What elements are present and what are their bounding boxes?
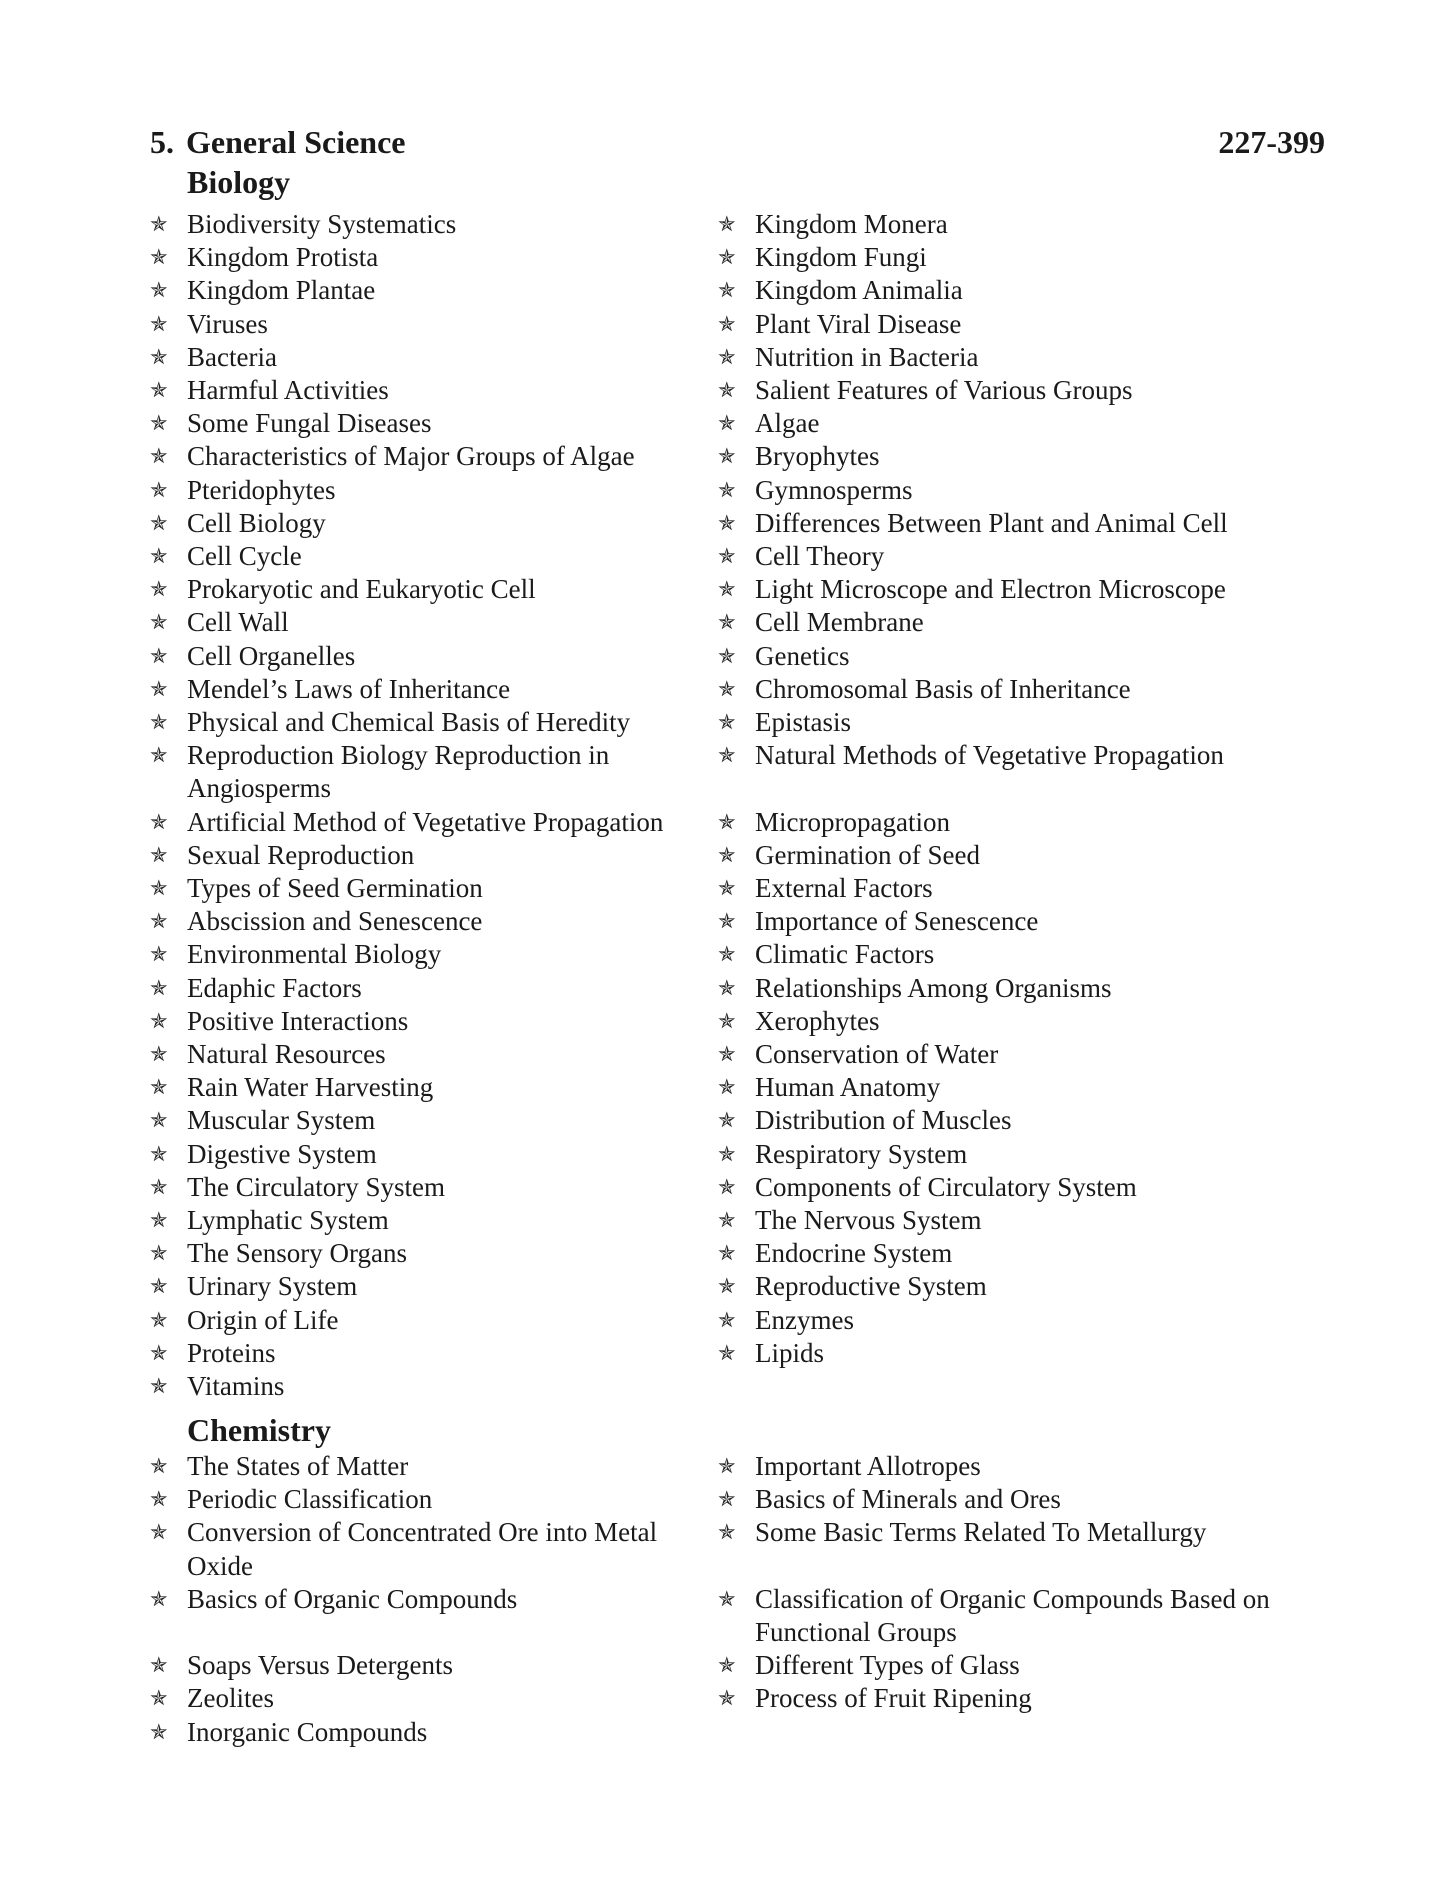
biology-topic-item-label: Pteridophytes xyxy=(187,474,336,505)
biology-topic-item xyxy=(718,706,1328,739)
biology-topic-item-label: Gymnosperms xyxy=(755,474,913,505)
biology-topic-item-label: Harmful Activities xyxy=(187,375,389,405)
star-bullet-icon: ✯ xyxy=(718,1208,736,1232)
biology-topic-item-label: Sexual Reproduction xyxy=(187,839,415,870)
biology-topic-item xyxy=(150,640,710,673)
biology-topic-item-label: Reproduction Biology Reproduction in Angiosperms xyxy=(187,740,610,804)
chemistry-topic-item xyxy=(718,1583,1328,1649)
star-bullet-icon: ✯ xyxy=(150,610,168,635)
biology-topic-item xyxy=(718,806,1328,839)
biology-topic-item-label: Digestive System xyxy=(187,1138,377,1169)
biology-topic-item-label: Components of Circulatory System xyxy=(755,1171,1137,1202)
biology-topic-item xyxy=(150,407,710,440)
biology-topic-item-label: Rain Water Harvesting xyxy=(187,1072,434,1103)
star-bullet-icon: ✯ xyxy=(150,577,168,602)
star-bullet-icon: ✯ xyxy=(150,1274,168,1299)
biology-topic-item xyxy=(150,905,710,938)
biology-topic-item xyxy=(150,1237,710,1270)
biology-topic-item xyxy=(150,540,710,573)
chemistry-topic-item-label: Inorganic Compounds xyxy=(187,1716,428,1747)
chemistry-topic-item-label: Important Allotropes xyxy=(755,1451,981,1481)
star-bullet-icon: ✯ xyxy=(718,1340,736,1365)
biology-topic-item xyxy=(718,540,1328,573)
biology-topic-item-label: Bryophytes xyxy=(755,441,880,472)
star-bullet-icon: ✯ xyxy=(150,1307,168,1332)
biology-topic-item-label: Abscission and Senescence xyxy=(187,906,483,937)
star-bullet-icon: ✯ xyxy=(718,1241,736,1266)
star-bullet-icon: ✯ xyxy=(150,544,168,568)
star-bullet-icon: ✯ xyxy=(150,643,168,668)
biology-topic-item-label: Natural Methods of Vegetative Propagation xyxy=(755,740,1224,771)
biology-topic-item-label: Artificial Method of Vegetative Propagation xyxy=(187,806,664,837)
biology-topic-item-label: Reproductive System xyxy=(755,1271,987,1302)
star-bullet-icon: ✯ xyxy=(150,1075,168,1100)
chemistry-topic-item xyxy=(150,1450,710,1483)
star-bullet-icon: ✯ xyxy=(718,710,736,734)
biology-topic-item-label: Kingdom Animalia xyxy=(755,275,963,306)
star-bullet-icon: ✯ xyxy=(150,311,168,336)
star-bullet-icon: ✯ xyxy=(150,278,168,303)
star-bullet-icon: ✯ xyxy=(150,1520,168,1545)
biology-topic-item-label: Enzymes xyxy=(755,1304,854,1335)
star-bullet-icon: ✯ xyxy=(150,1653,168,1678)
biology-topic-item xyxy=(718,1237,1328,1270)
chemistry-topic-item xyxy=(718,1682,1328,1715)
biology-topic-item xyxy=(718,507,1328,540)
biology-topic-item xyxy=(718,241,1328,274)
biology-topic-item xyxy=(718,1270,1328,1303)
star-bullet-icon: ✯ xyxy=(718,411,736,436)
biology-topic-item-label: Cell Wall xyxy=(187,607,289,638)
star-bullet-icon: ✯ xyxy=(718,909,736,934)
biology-topic-item xyxy=(718,739,1328,772)
star-bullet-icon: ✯ xyxy=(150,1487,168,1512)
star-bullet-icon: ✯ xyxy=(718,610,736,635)
biology-topic-item-label: Urinary System xyxy=(187,1271,358,1302)
chemistry-topic-item-label: Zeolites xyxy=(187,1683,274,1714)
biology-topic-item-label: Characteristics of Major Groups of Algae xyxy=(187,441,635,472)
chemistry-topic-item-label: Soaps Versus Detergents xyxy=(187,1650,453,1681)
biology-topic-item xyxy=(718,208,1328,241)
star-bullet-icon: ✯ xyxy=(150,1108,168,1133)
biology-topic-item xyxy=(150,606,710,639)
star-bullet-icon: ✯ xyxy=(150,212,168,236)
biology-topic-item-label: Viruses xyxy=(187,308,268,339)
star-bullet-icon: ✯ xyxy=(718,378,736,402)
star-bullet-icon: ✯ xyxy=(718,245,736,270)
biology-topic-item-label: Mendel’s Laws of Inheritance xyxy=(187,673,511,704)
biology-topic-item-label: Types of Seed Germination xyxy=(187,873,483,903)
biology-topic-item xyxy=(718,341,1328,374)
biology-topic-item-label: External Factors xyxy=(755,873,933,903)
star-bullet-icon: ✯ xyxy=(718,1075,736,1100)
star-bullet-icon: ✯ xyxy=(718,1108,736,1133)
biology-topic-item xyxy=(150,1005,710,1038)
biology-topic-item-label: Endocrine System xyxy=(755,1238,953,1269)
biology-topic-item-label: Genetics xyxy=(755,640,850,671)
star-bullet-icon: ✯ xyxy=(718,676,736,701)
biology-topic-item xyxy=(718,308,1328,341)
biology-topic-item-label: Light Microscope and Electron Microscope xyxy=(755,574,1226,605)
star-bullet-icon: ✯ xyxy=(718,975,736,1000)
biology-topic-item xyxy=(150,1270,710,1303)
biology-topic-item xyxy=(718,1171,1328,1204)
chemistry-topic-item xyxy=(150,1716,710,1749)
chemistry-topic-item xyxy=(150,1682,710,1715)
biology-topic-item-label: Relationships Among Organisms xyxy=(755,972,1112,1003)
star-bullet-icon: ✯ xyxy=(150,842,168,867)
star-bullet-icon: ✯ xyxy=(150,245,168,270)
biology-topic-item-label: Distribution of Muscles xyxy=(755,1105,1012,1136)
biology-topic-item-label: Kingdom Monera xyxy=(755,209,948,239)
biology-topic-item-label: Positive Interactions xyxy=(187,1005,409,1036)
biology-topic-item-label: Bacteria xyxy=(187,341,277,372)
star-bullet-icon: ✯ xyxy=(150,444,168,469)
star-bullet-icon: ✯ xyxy=(150,1374,168,1398)
chemistry-topic-item xyxy=(150,1483,710,1516)
biology-topic-item-label: Xerophytes xyxy=(755,1005,880,1036)
biology-topic-item xyxy=(718,905,1328,938)
star-bullet-icon: ✯ xyxy=(718,1307,736,1332)
star-bullet-icon: ✯ xyxy=(718,743,736,768)
star-bullet-icon: ✯ xyxy=(150,1008,168,1033)
star-bullet-icon: ✯ xyxy=(150,1208,168,1232)
biology-topic-item-label: Some Fungal Diseases xyxy=(187,408,432,439)
biology-topic-item xyxy=(718,474,1328,507)
chemistry-topic-item xyxy=(718,1516,1328,1549)
biology-topic-item xyxy=(150,374,710,407)
biology-topic-item xyxy=(718,1138,1328,1171)
biology-topic-item xyxy=(718,872,1328,905)
biology-topic-item xyxy=(718,440,1328,473)
biology-topic-item-label: Lipids xyxy=(755,1337,825,1368)
star-bullet-icon: ✯ xyxy=(718,1520,736,1545)
biology-topic-item xyxy=(718,640,1328,673)
biology-topic-item xyxy=(150,972,710,1005)
star-bullet-icon: ✯ xyxy=(150,378,168,402)
star-bullet-icon: ✯ xyxy=(150,1241,168,1266)
star-bullet-icon: ✯ xyxy=(150,1454,168,1478)
biology-topic-item-label: Cell Theory xyxy=(755,541,885,571)
biology-topic-item xyxy=(718,972,1328,1005)
biology-topic-item xyxy=(718,407,1328,440)
star-bullet-icon: ✯ xyxy=(718,477,736,502)
biology-topic-item-label: Human Anatomy xyxy=(755,1072,941,1103)
biology-topic-item xyxy=(150,1337,710,1370)
biology-topic-item-label: Proteins xyxy=(187,1337,276,1368)
star-bullet-icon: ✯ xyxy=(150,1340,168,1365)
biology-topic-item xyxy=(718,274,1328,307)
biology-heading: Biology xyxy=(187,164,291,200)
biology-topic-item xyxy=(150,208,710,241)
biology-topic-item xyxy=(150,739,710,805)
biology-topic-item-label: Germination of Seed xyxy=(755,839,980,870)
star-bullet-icon: ✯ xyxy=(718,1653,736,1678)
star-bullet-icon: ✯ xyxy=(150,809,168,834)
biology-topic-item xyxy=(718,1204,1328,1237)
biology-topic-item xyxy=(150,1304,710,1337)
biology-topic-item-label: Respiratory System xyxy=(755,1138,968,1169)
biology-topic-item-label: Cell Membrane xyxy=(755,607,924,638)
chemistry-topic-item-label: Process of Fruit Ripening xyxy=(755,1683,1032,1714)
biology-topic-item-label: Cell Biology xyxy=(187,507,326,538)
star-bullet-icon: ✯ xyxy=(150,909,168,934)
biology-topic-item xyxy=(150,573,710,606)
biology-topic-item-label: Biodiversity Systematics xyxy=(187,209,457,239)
biology-topic-item xyxy=(150,474,710,507)
star-bullet-icon: ✯ xyxy=(718,1274,736,1299)
biology-topic-item xyxy=(718,1304,1328,1337)
biology-topic-item xyxy=(150,341,710,374)
biology-topic-item xyxy=(718,606,1328,639)
biology-topic-item-label: Kingdom Fungi xyxy=(755,242,927,273)
chemistry-topic-item-label: Basics of Organic Compounds xyxy=(187,1583,518,1614)
chapter-title: General Science xyxy=(186,124,406,160)
star-bullet-icon: ✯ xyxy=(718,510,736,535)
biology-topic-item-label: Muscular System xyxy=(187,1105,376,1136)
biology-topic-item xyxy=(150,839,710,872)
star-bullet-icon: ✯ xyxy=(150,477,168,502)
chemistry-topic-item-label: Classification of Organic Compounds Based on Functional Groups xyxy=(755,1583,1270,1647)
star-bullet-icon: ✯ xyxy=(718,942,736,967)
biology-topic-item-label: Cell Organelles xyxy=(187,640,356,671)
star-bullet-icon: ✯ xyxy=(718,842,736,867)
star-bullet-icon: ✯ xyxy=(150,710,168,734)
star-bullet-icon: ✯ xyxy=(150,1586,168,1611)
biology-topic-item xyxy=(150,1038,710,1071)
biology-topic-item xyxy=(718,938,1328,971)
star-bullet-icon: ✯ xyxy=(718,1487,736,1512)
chemistry-topic-item xyxy=(150,1583,710,1616)
biology-topic-item-label: Salient Features of Various Groups xyxy=(755,375,1133,405)
chemistry-topic-item xyxy=(718,1649,1328,1682)
biology-topic-item-label: Physical and Chemical Basis of Heredity xyxy=(187,707,631,737)
star-bullet-icon: ✯ xyxy=(718,876,736,900)
star-bullet-icon: ✯ xyxy=(150,1719,168,1744)
biology-topic-item-label: Conservation of Water xyxy=(755,1039,999,1069)
star-bullet-icon: ✯ xyxy=(150,1042,168,1066)
biology-topic-item xyxy=(718,1104,1328,1137)
chemistry-topic-item-label: Basics of Minerals and Ores xyxy=(755,1484,1061,1515)
star-bullet-icon: ✯ xyxy=(718,344,736,369)
biology-topic-item xyxy=(150,673,710,706)
chapter-page-range: 227-399 xyxy=(1218,124,1325,160)
biology-topic-item xyxy=(718,1337,1328,1370)
star-bullet-icon: ✯ xyxy=(150,975,168,1000)
biology-topic-item xyxy=(718,673,1328,706)
star-bullet-icon: ✯ xyxy=(718,1174,736,1199)
chemistry-topic-item-label: Conversion of Concentrated Ore into Metal Oxide xyxy=(187,1517,658,1581)
chemistry-topic-item xyxy=(718,1450,1328,1483)
biology-topic-item-label: Importance of Senescence xyxy=(755,906,1039,937)
biology-topic-item-label: Climatic Factors xyxy=(755,939,935,970)
star-bullet-icon: ✯ xyxy=(150,676,168,701)
biology-topic-item-label: Kingdom Plantae xyxy=(187,275,376,306)
chemistry-topic-item-label: Some Basic Terms Related To Metallurgy xyxy=(755,1517,1207,1548)
star-bullet-icon: ✯ xyxy=(150,743,168,768)
biology-topic-item xyxy=(150,274,710,307)
biology-topic-item xyxy=(150,1071,710,1104)
star-bullet-icon: ✯ xyxy=(718,311,736,336)
star-bullet-icon: ✯ xyxy=(718,643,736,668)
star-bullet-icon: ✯ xyxy=(150,942,168,967)
biology-topic-item-label: Natural Resources xyxy=(187,1039,386,1069)
star-bullet-icon: ✯ xyxy=(718,212,736,236)
biology-topic-item xyxy=(150,706,710,739)
star-bullet-icon: ✯ xyxy=(150,876,168,900)
biology-topic-item-label: Algae xyxy=(755,408,820,439)
star-bullet-icon: ✯ xyxy=(150,1141,168,1166)
biology-topic-item-label: Lymphatic System xyxy=(187,1205,389,1235)
star-bullet-icon: ✯ xyxy=(718,1454,736,1478)
biology-topic-item-label: Edaphic Factors xyxy=(187,972,362,1003)
biology-topic-item-label: Prokaryotic and Eukaryotic Cell xyxy=(187,574,536,605)
star-bullet-icon: ✯ xyxy=(718,809,736,834)
biology-topic-item-label: Epistasis xyxy=(755,707,852,737)
biology-topic-item-label: Nutrition in Bacteria xyxy=(755,341,979,372)
biology-topic-item xyxy=(150,308,710,341)
chemistry-topic-item-label: Periodic Classification xyxy=(187,1484,433,1515)
biology-topic-item xyxy=(718,573,1328,606)
star-bullet-icon: ✯ xyxy=(718,544,736,568)
biology-topic-item xyxy=(718,1071,1328,1104)
biology-topic-item xyxy=(150,241,710,274)
biology-topic-item xyxy=(150,1171,710,1204)
biology-topic-item xyxy=(718,374,1328,407)
biology-topic-item-label: Chromosomal Basis of Inheritance xyxy=(755,673,1131,704)
biology-topic-item xyxy=(150,1104,710,1137)
biology-topic-item-label: Environmental Biology xyxy=(187,939,442,970)
biology-topic-item xyxy=(150,1370,710,1403)
chemistry-topic-item-label: The States of Matter xyxy=(187,1451,409,1481)
star-bullet-icon: ✯ xyxy=(150,510,168,535)
chemistry-topic-item xyxy=(150,1649,710,1682)
star-bullet-icon: ✯ xyxy=(718,1586,736,1611)
biology-topic-item-label: Plant Viral Disease xyxy=(755,308,962,339)
chemistry-heading: Chemistry xyxy=(187,1412,331,1448)
star-bullet-icon: ✯ xyxy=(718,1042,736,1066)
biology-topic-item xyxy=(150,872,710,905)
star-bullet-icon: ✯ xyxy=(718,577,736,602)
star-bullet-icon: ✯ xyxy=(718,1141,736,1166)
biology-topic-item-label: Origin of Life xyxy=(187,1304,339,1335)
biology-topic-item xyxy=(718,1005,1328,1038)
chemistry-topic-item xyxy=(150,1516,710,1582)
star-bullet-icon: ✯ xyxy=(718,444,736,469)
biology-topic-item-label: Differences Between Plant and Animal Cell xyxy=(755,507,1228,538)
biology-topic-item-label: Cell Cycle xyxy=(187,541,302,571)
biology-topic-item-label: Micropropagation xyxy=(755,806,950,837)
star-bullet-icon: ✯ xyxy=(150,344,168,369)
star-bullet-icon: ✯ xyxy=(718,1686,736,1711)
chemistry-topic-item-label: Different Types of Glass xyxy=(755,1650,1020,1681)
biology-topic-item xyxy=(150,1204,710,1237)
star-bullet-icon: ✯ xyxy=(718,1008,736,1033)
biology-topic-item-label: The Nervous System xyxy=(755,1205,982,1235)
chapter-number: 5. xyxy=(150,124,174,160)
star-bullet-icon: ✯ xyxy=(718,278,736,303)
biology-topic-item-label: The Circulatory System xyxy=(187,1171,445,1202)
biology-topic-item-label: Vitamins xyxy=(187,1371,285,1401)
biology-topic-item xyxy=(150,440,710,473)
biology-topic-item xyxy=(718,839,1328,872)
biology-topic-item xyxy=(150,938,710,971)
star-bullet-icon: ✯ xyxy=(150,1174,168,1199)
biology-topic-item xyxy=(718,1038,1328,1071)
biology-topic-item xyxy=(150,806,710,839)
biology-topic-item-label: The Sensory Organs xyxy=(187,1238,407,1269)
star-bullet-icon: ✯ xyxy=(150,411,168,436)
biology-topic-item xyxy=(150,1138,710,1171)
chemistry-topic-item xyxy=(718,1483,1328,1516)
star-bullet-icon: ✯ xyxy=(150,1686,168,1711)
biology-topic-item-label: Kingdom Protista xyxy=(187,242,379,273)
biology-topic-item xyxy=(150,507,710,540)
